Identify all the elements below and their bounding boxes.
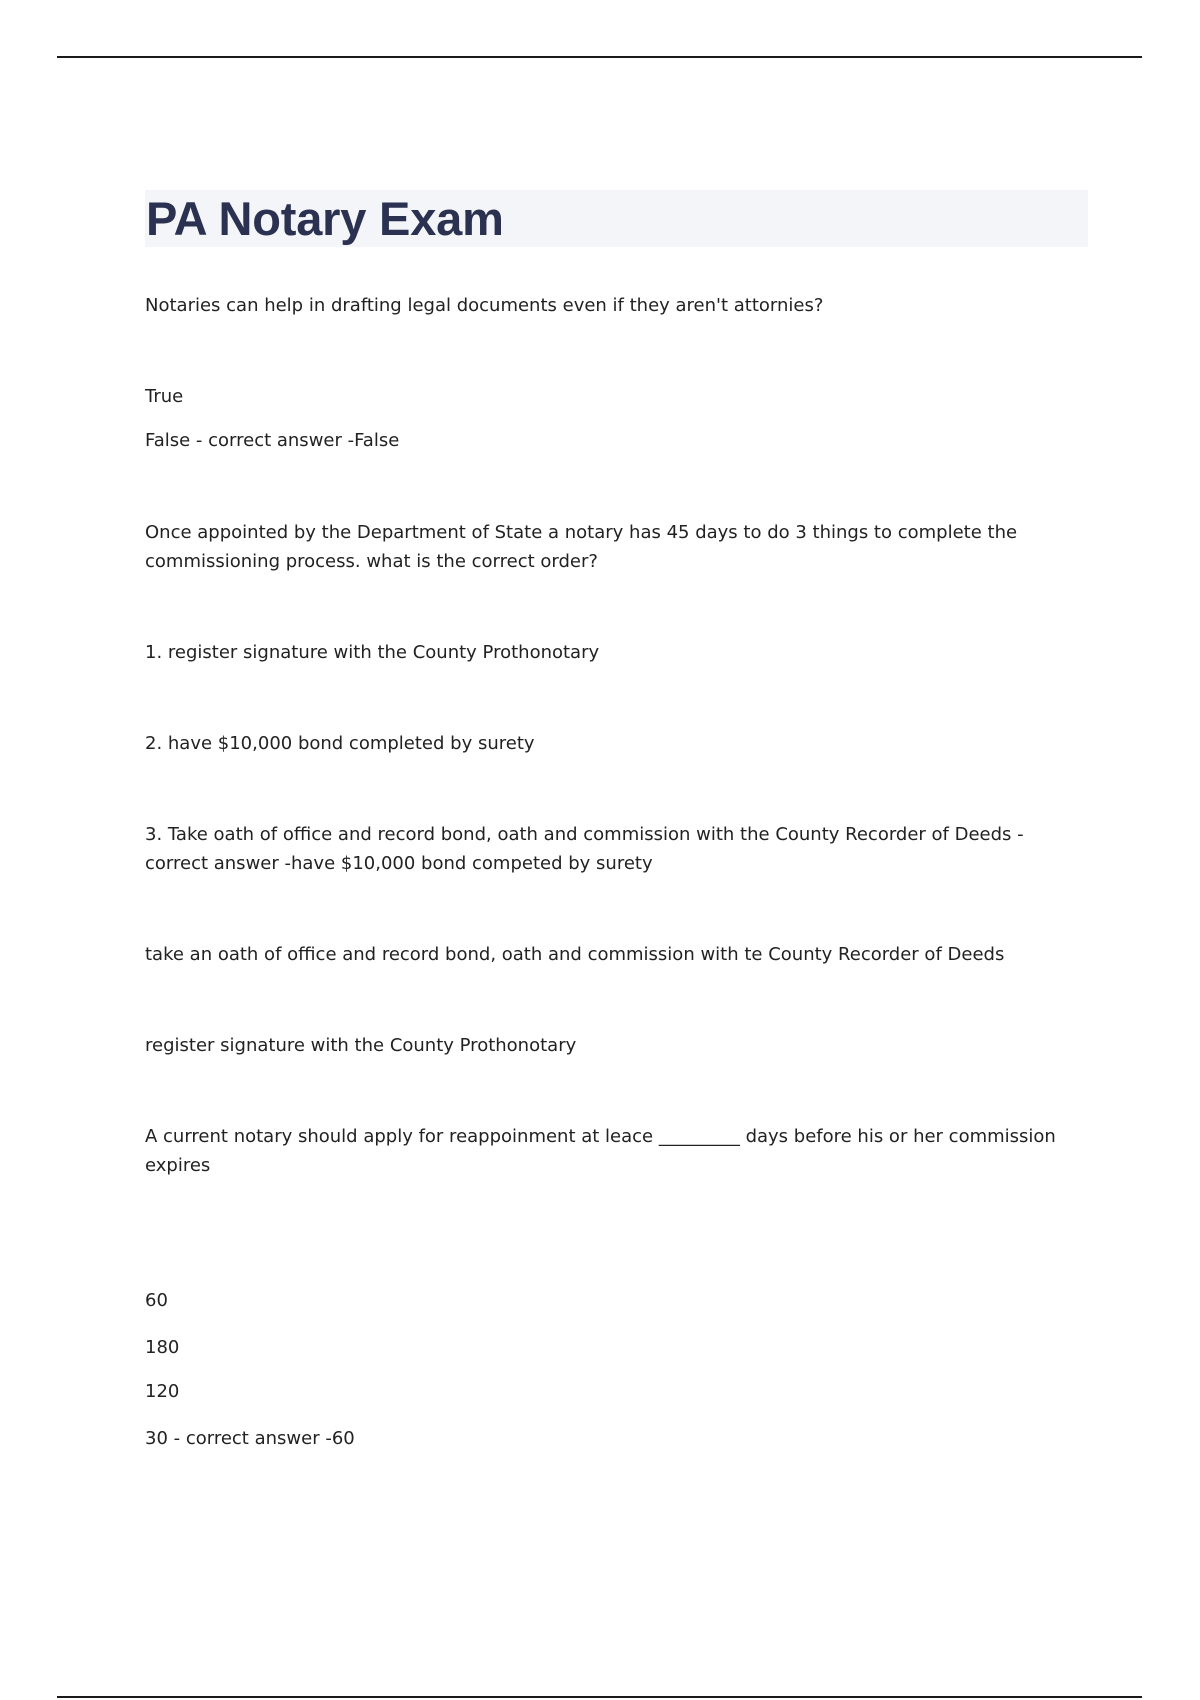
question-3-option-60: 60 — [145, 1290, 168, 1311]
question-3: A current notary should apply for reappoinment at leace _________ days before his or her commission expires — [145, 1126, 1056, 1176]
question-2-answer-cont-2: register signature with the County Prothonotary — [145, 1035, 577, 1056]
question-3-option-120: 120 — [145, 1381, 180, 1402]
bottom-rule — [57, 1696, 1142, 1698]
question-3-option-180: 180 — [145, 1337, 180, 1358]
question-3-option-30-answer: 30 - correct answer -60 — [145, 1428, 355, 1449]
question-1-option-true: True — [145, 386, 184, 407]
question-2: Once appointed by the Department of State a notary has 45 days to do 3 things to complete the commissioning process. what is the correct order? — [145, 522, 1018, 572]
question-2-answer-cont-1: take an oath of office and record bond, oath and commission with te County Recorder of Deeds — [145, 944, 1005, 965]
top-rule — [57, 56, 1142, 58]
question-2-step-3-answer: 3. Take oath of office and record bond, oath and commission with the County Recorder of Deeds - correct answer -have $10,000 bond competed by surety — [145, 824, 1024, 874]
question-1: Notaries can help in drafting legal documents even if they aren't attornies? — [145, 295, 824, 316]
question-2-step-1: 1. register signature with the County Prothonotary — [145, 642, 600, 663]
question-2-step-2: 2. have $10,000 bond completed by surety — [145, 733, 535, 754]
question-1-option-false-answer: False - correct answer -False — [145, 430, 400, 451]
document-title: PA Notary Exam — [146, 192, 504, 245]
